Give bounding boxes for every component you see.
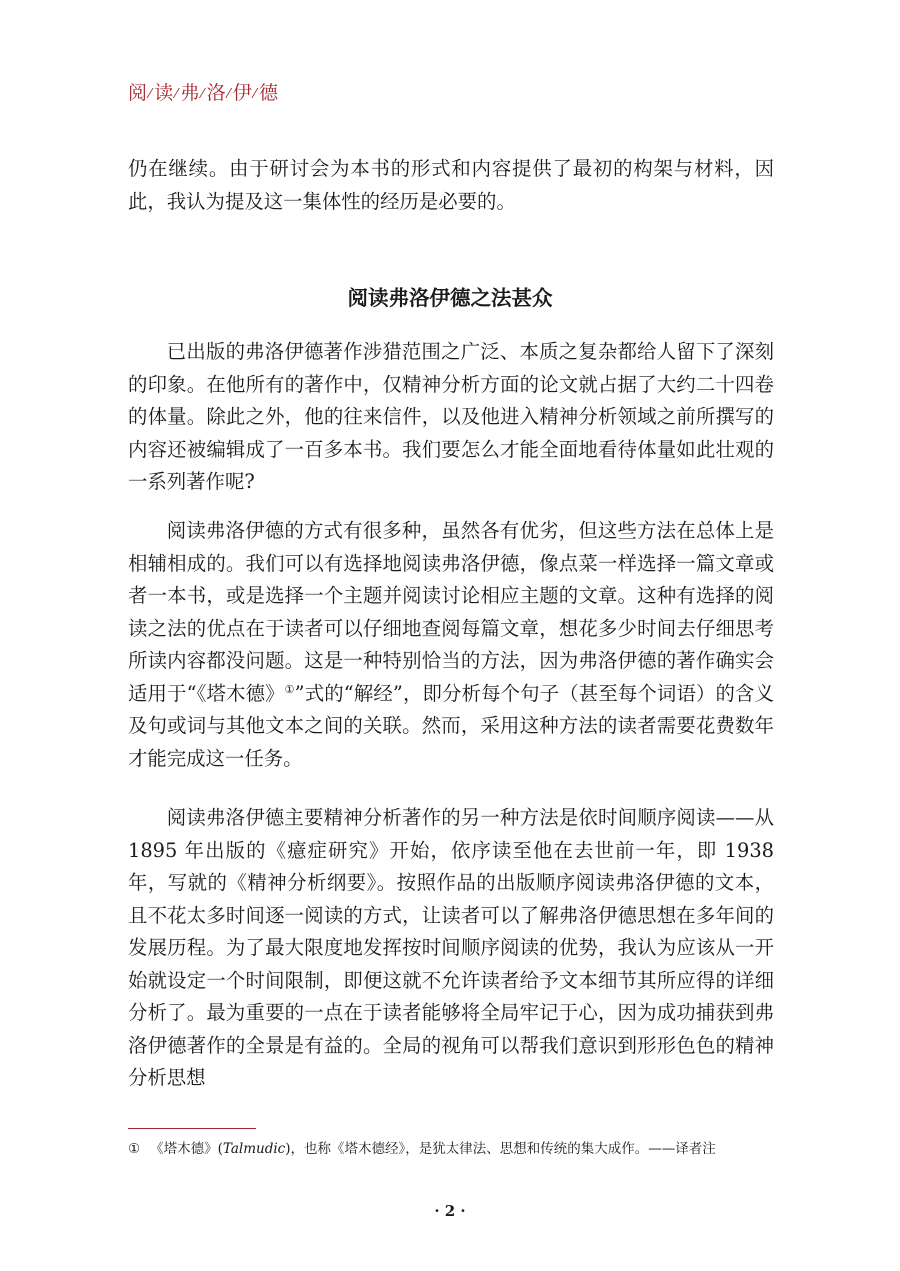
- header-separator: ⁄: [149, 87, 152, 102]
- header-char: 德: [258, 82, 278, 104]
- footnote-divider: [128, 1128, 256, 1129]
- body-paragraph-1: 已出版的弗洛伊德著作涉猎范围之广泛、本质之复杂都给人留下了深刻的印象。在他所有的著作中，仅精神分析方面的论文就占据了大约二十四卷的体量。除此之外，他的往来信件，以及他进入精神分析领域之前所撰写的内容还被编辑成了一百多本书。我们要怎么才能全面地看待体量如此壮观的一系列著作呢?: [128, 340, 774, 493]
- header-char: 洛: [206, 82, 226, 104]
- body-paragraph-2: [128, 515, 774, 775]
- paragraph-text: 阅读弗洛伊德的方式有很多种，虽然各有优劣，但这些方法在总体上是相辅相成的。我们可以有选择地阅读弗洛伊德，像点菜一样选择一篇文章或者一本书，或是选择一个主题并阅读讨论相应主题的文章。这种有选择的阅读之法的优点在于读者可以仔细地查阅每篇文章，想花多少时间去仔细思考所读内容都没问题。这是一种特别恰当的方法，因为弗洛伊德的著作确实会适用于“《塔木德》: [128, 519, 774, 705]
- page-number: · 2 ·: [434, 1202, 466, 1220]
- footnote-text: 《塔木德》(: [150, 1141, 223, 1157]
- header-char: 读: [154, 82, 174, 104]
- footnote: [128, 1138, 774, 1160]
- header-char: 阅: [128, 82, 148, 104]
- paragraph-text: ”式的“解经”，即分析每个句子（甚至每个词语）的含义及句或词与其他文本之间的关联。然而，采用这种方法的读者需要花费数年才能完成这一任务。: [128, 681, 774, 770]
- footnote-italic-term: Talmudic: [222, 1141, 286, 1157]
- footnote-reference[interactable]: ①: [284, 682, 295, 696]
- section-title: 阅读弗洛伊德之法甚众: [347, 286, 553, 310]
- running-header: [128, 80, 278, 106]
- footnote-text: )，也称《塔木德经》，是犹太律法、思想和传统的集大成作。——译者注: [285, 1141, 716, 1157]
- header-separator: ⁄: [201, 87, 204, 102]
- header-char: 伊: [232, 82, 252, 104]
- body-paragraph-3: 阅读弗洛伊德主要精神分析著作的另一种方法是依时间顺序阅读——从1895 年出版的《癔症研究》开始，依序读至他在去世前一年，即 1938 年，写就的《精神分析纲要》。按照作品的出版顺序阅读弗洛伊德的文本，且不花太多时间逐一阅读的方式，让读者可以了解弗洛伊德思想在多年间的发展历程。为了最大限度地发挥按时间顺序阅读的优势，我认为应该从一开始就设定一个时间限制，即便这就不允许读者给予文本细节其所应得的详细分析了。最为重要的一点在于读者能够将全局牢记于心，因为成功捕获到弗洛伊德著作的全景是有益的。全局的视角可以帮我们意识到形形色色的精神分析思想: [128, 806, 774, 1089]
- continuation-paragraph: 仍在继续。由于研讨会为本书的形式和内容提供了最初的构架与材料，因此，我认为提及这一集体性的经历是必要的。: [128, 157, 774, 213]
- header-char: 弗: [180, 82, 200, 104]
- header-separator: ⁄: [227, 87, 230, 102]
- header-separator: ⁄: [175, 87, 178, 102]
- header-separator: ⁄: [253, 87, 256, 102]
- footnote-number: ①: [128, 1141, 141, 1157]
